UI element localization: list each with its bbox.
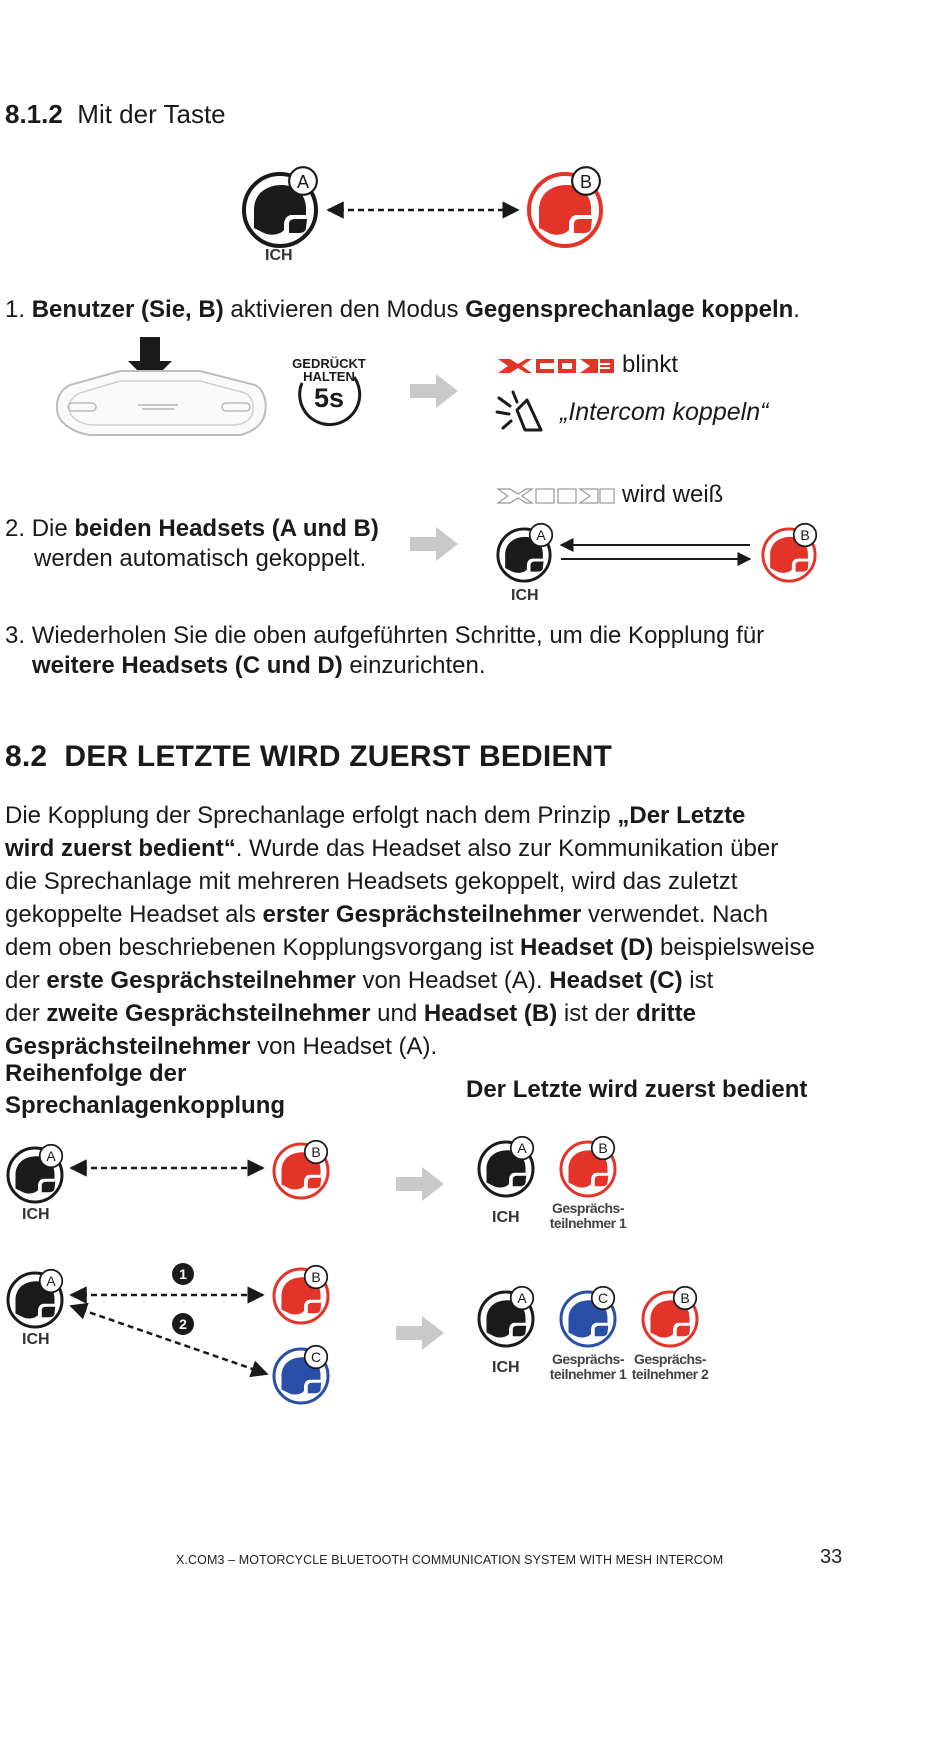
me-label: ICH	[265, 247, 293, 264]
step-2-line2: werden automatisch gekoppelt.	[34, 545, 367, 572]
me-label: ICH	[22, 1206, 50, 1223]
svg-text:C: C	[310, 1349, 322, 1365]
participant-label-2: Gesprächs- teilnehmer 2	[631, 1351, 709, 1382]
me-label: ICH	[22, 1331, 50, 1348]
voice-prompt: „Intercom koppeln“	[560, 398, 769, 426]
participant-label-1: Gesprächs- teilnehmer 1	[549, 1351, 627, 1382]
step-1: 1. Benutzer (Sie, B) aktivieren den Modus Gegensprechanlage koppeln.	[5, 296, 800, 323]
white-text: wird weiß	[622, 481, 724, 508]
svg-text:A: A	[46, 1148, 56, 1164]
section-paragraph: Die Kopplung der Sprechanlage erfolgt nach dem Prinzip „Der Letzte wird zuerst bedient“. Wurde das Headset also zur Kommunikation über die Sprechanlage mit mehreren Headsets gekoppelt, wird das zuletzt gekoppelte Headset als erster Gesprächsteilnehmer verwendet. Nach dem oben beschriebenen Kopplungsvorgang ist Headset (D) beispielsweise der erste Gesprächsteilnehmer von Headset (A). Headset (C) ist der zweite Gesprächsteilnehmer und Headset (B) ist der dritte Gesprächsteilnehmer von Headset (A).	[5, 802, 815, 1060]
svg-text:A: A	[517, 1290, 527, 1306]
badge-a-label: A	[296, 172, 310, 192]
served-row-1	[476, 1133, 636, 1203]
arrow-icon	[410, 525, 460, 563]
order-row-2	[5, 1262, 335, 1412]
section-heading-82: 8.2 DER LETZTE WIRD ZUERST BEDIENT	[5, 740, 613, 773]
step-3-line2: weitere Headsets (C und D) einzurichten.	[32, 652, 486, 679]
badge-b-label: B	[579, 172, 593, 192]
svg-text:B: B	[680, 1290, 690, 1306]
me-label: ICH	[492, 1209, 520, 1226]
step-badge-2: 2	[179, 1316, 187, 1332]
paired-diagram	[495, 518, 830, 588]
speaker-icon	[495, 390, 555, 438]
svg-text:B: B	[598, 1140, 608, 1156]
arrow-icon	[396, 1314, 446, 1352]
step-badge-1: 1	[179, 1266, 187, 1282]
xcom3-logo-red	[498, 358, 616, 374]
step-3-line1: 3. Wiederholen Sie die oben aufgeführten Schritte, um die Kopplung für	[5, 622, 765, 649]
left-title: Reihenfolge der Sprechanlagenkopplung	[5, 1060, 286, 1119]
svg-text:A: A	[46, 1273, 56, 1289]
pairing-diagram-top	[240, 160, 620, 270]
me-label: ICH	[511, 587, 539, 604]
section-number: 8.1.2	[5, 99, 63, 129]
hold-badge: GEDRÜCKT HALTEN 5s	[290, 357, 368, 427]
page-number: 33	[820, 1546, 843, 1568]
arrow-icon	[396, 1165, 446, 1203]
device-icon	[50, 335, 280, 445]
blink-text: blinkt	[622, 351, 679, 378]
step-2-line1: 2. Die beiden Headsets (A und B)	[5, 515, 379, 542]
svg-text:A: A	[517, 1140, 527, 1156]
svg-text:B: B	[800, 527, 810, 543]
section-heading-812	[5, 98, 226, 131]
footer-text: X.COM3 – MOTORCYCLE BLUETOOTH COMMUNICATION SYSTEM WITH MESH INTERCOM	[176, 1553, 724, 1567]
order-row-1	[5, 1137, 335, 1217]
served-row-2	[476, 1283, 716, 1353]
participant-label-1: Gesprächs- teilnehmer 1	[549, 1200, 627, 1231]
right-title: Der Letzte wird zuerst bedient	[466, 1076, 808, 1103]
me-label: ICH	[492, 1359, 520, 1376]
svg-text:B: B	[311, 1144, 321, 1160]
svg-text:A: A	[536, 527, 546, 543]
arrow-icon	[410, 372, 460, 410]
svg-text:C: C	[597, 1290, 609, 1306]
svg-text:B: B	[311, 1269, 321, 1285]
xcom3-logo-white	[498, 488, 616, 504]
section-title: Mit der Taste	[77, 99, 226, 129]
